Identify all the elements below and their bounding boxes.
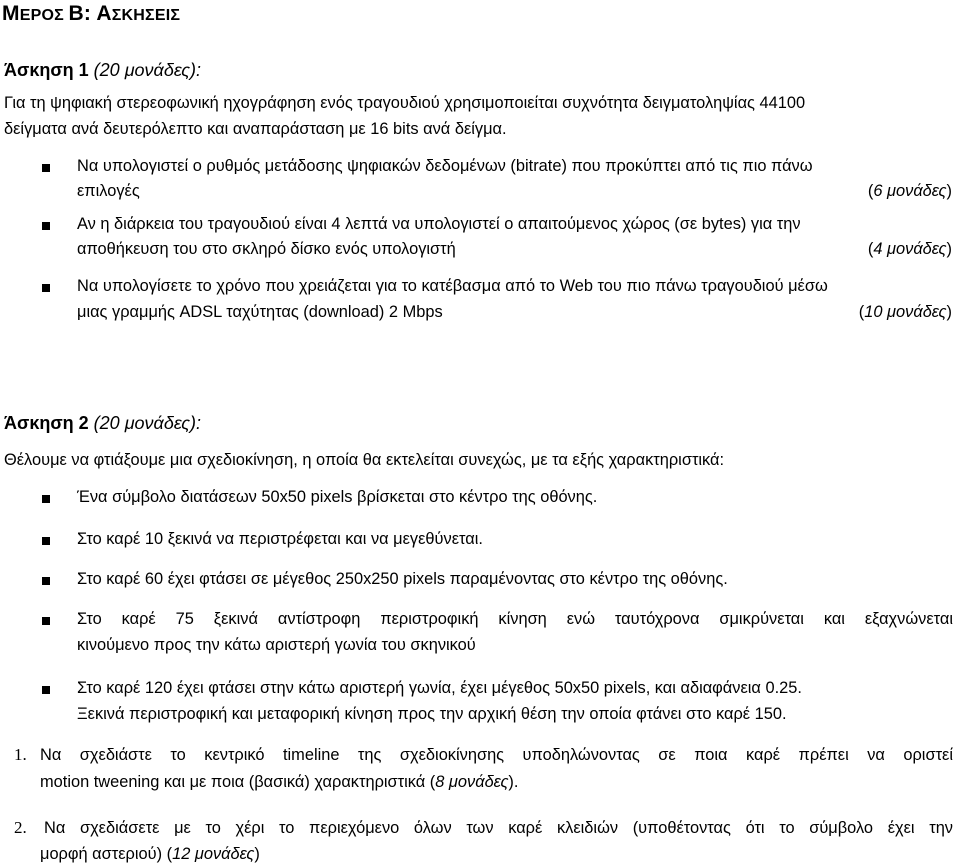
question-2-points: 12 μονάδες [172,845,255,863]
exercise-2-item-5-line-1: Στο καρέ 120 έχει φτάσει στην κάτω αριστερή γωνία, έχει μέγεθος 50x50 pixels, και αδιαφάνεια 0.25. [77,679,802,697]
question-1-number: 1. [14,745,27,764]
exercise-2-title [4,413,201,434]
part-heading-rest: ΕΡΟΣ [19,7,69,24]
exercise-2-intro: Θέλουμε να φτιάξουμε μια σχεδιοκίνηση, η οποία θα εκτελείται συνεχώς, με τα εξής χαρακτηριστικά: [4,451,725,469]
question-2-line-1: Να σχεδιάσετε με το χέρι το περιεχόμενο όλων των καρέ κλειδιών (υποθέτοντας ότι το σύμβολο έχει την [44,819,953,837]
question-2-line-2 [40,845,260,864]
exercise-1-item-2-line-2: αποθήκευση του στο σκληρό δίσκο ενός υπολογιστή [77,240,456,258]
part-heading-initial: Μ [2,2,20,25]
exercise-1-item-3-points-text: 10 μονάδες [864,303,947,321]
exercise-1-title-text: Άσκηση 1 [4,60,94,80]
question-1-line-2-text: motion tweening και με ποια (βασικά) χαρακτηριστικά ( [40,773,436,791]
exercise-1-item-3-points: (10 μονάδες) [858,303,952,321]
exercise-2-item-2-line-1: Στο καρέ 10 ξεκινά να περιστρέφεται και να μεγεθύνεται. [77,530,483,548]
exercise-2-title-text: Άσκηση 2 [4,413,94,433]
exercise-1-intro-line-1: Για τη ψηφιακή στερεοφωνική ηχογράφηση ενός τραγουδιού χρησιμοποιείται συχνότητα δειγματοληψίας 44100 [4,94,806,112]
exercise-1-points: (20 μονάδες): [93,60,202,80]
bullet-icon [42,284,50,292]
bullet-icon [42,537,50,545]
bullet-icon [42,686,50,694]
bullet-icon [42,617,50,625]
exercise-2-points: (20 μονάδες): [93,413,202,433]
question-2-line-2-text: μορφή αστεριού) ( [40,845,173,863]
bullet-icon [42,577,50,585]
exercise-1-item-1-points: (6 μονάδες) [867,182,952,200]
exercise-2-item-1-line-1: Ένα σύμβολο διατάσεων 50x50 pixels βρίσκεται στο κέντρο της οθόνης. [77,488,598,506]
exercise-1-item-1-line-1: Να υπολογιστεί ο ρυθμός μετάδοσης ψηφιακών δεδομένων (bitrate) που προκύπτει από τις πιο πάνω [77,157,813,175]
exercise-1-item-2-points-text: 4 μονάδες [873,240,947,258]
exercise-1-title [4,60,201,81]
exercise-2-item-5-line-2: Ξεκινά περιστροφική και μεταφορική κίνηση προς την αρχική θέση την οποία φτάνει στο καρέ 150. [77,705,787,723]
part-heading [2,2,180,26]
question-1-points: 8 μονάδες [435,773,509,791]
exercise-2-item-3-line-1: Στο καρέ 60 έχει φτάσει σε μέγεθος 250x250 pixels παραμένοντας στο κέντρο της οθόνης. [77,570,728,588]
bullet-icon [42,164,50,172]
exercise-1-item-1-line-2: επιλογές [77,182,140,200]
bullet-icon [42,495,50,503]
part-heading-rest-2: ΣΚΗΣΕΙΣ [111,7,181,24]
exercise-1-item-3-line-1: Να υπολογίσετε το χρόνο που χρειάζεται για το κατέβασμα από το Web του πιο πάνω τραγουδιού μέσω [77,277,828,295]
question-1-line-2-suffix: ). [508,773,519,791]
exercise-1-item-2-line-1: Αν η διάρκεια του τραγουδιού είναι 4 λεπτά να υπολογιστεί ο απαιτούμενος χώρος (σε bytes) για την [77,215,801,233]
question-2-line-2-suffix: ) [254,845,260,863]
part-heading-initial-2: Β: Α [68,2,112,25]
exercise-1-item-2-points: (4 μονάδες) [867,240,952,258]
question-1-line-2 [40,773,518,792]
bullet-icon [42,222,50,230]
exercise-1-item-3-line-2: μιας γραμμής ADSL ταχύτητας (download) 2 Mbps [77,303,443,321]
exercise-2-item-4-line-1: Στο καρέ 75 ξεκινά αντίστροφη περιστροφική κίνηση ενώ ταυτόχρονα σμικρύνεται και εξαχνώνεται [77,610,953,628]
exercise-1-item-1-points-text: 6 μονάδες [873,182,947,200]
question-1-line-1: Να σχεδιάστε το κεντρικό timeline της σχεδιοκίνησης υποδηλώνοντας σε ποια καρέ πρέπει να οριστεί [40,746,953,764]
exercise-1-intro-line-2: δείγματα ανά δευτερόλεπτο και αναπαράσταση με 16 bits ανά δείγμα. [4,120,507,138]
exercise-2-item-4-line-2: κινούμενο προς την κάτω αριστερή γωνία του σκηνικού [77,636,476,654]
question-2-number: 2. [14,818,27,837]
